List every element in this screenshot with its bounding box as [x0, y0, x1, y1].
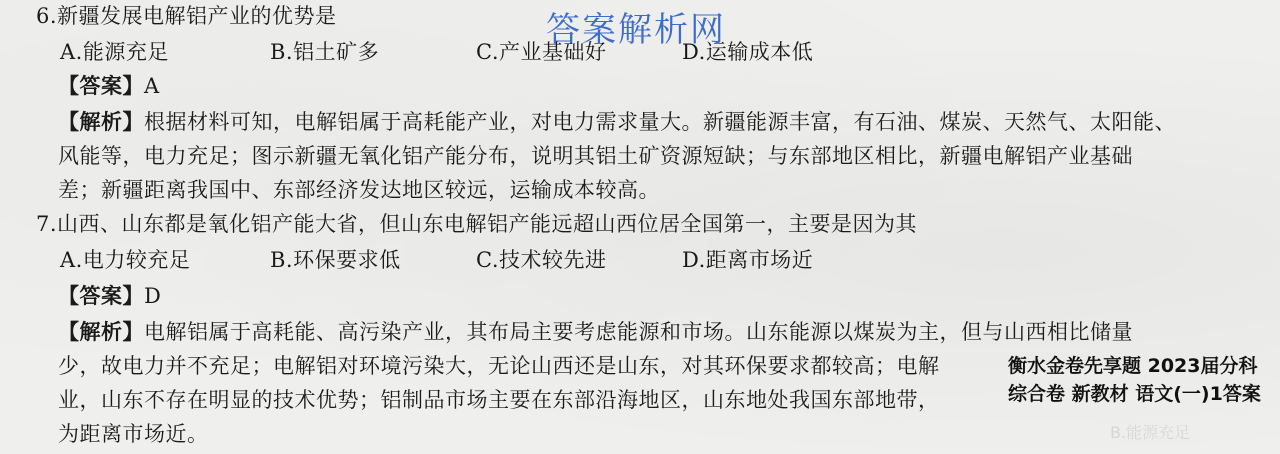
- q7-stem: 7.山西、山东都是氧化铝产能大省，但山东电解铝产能远超山西位居全国第一，主要是因为其: [36, 212, 918, 236]
- overlay-caption: 衡水金卷先享题 2023届分科综合卷 新教材 语文(一)1答案: [1008, 355, 1261, 405]
- analysis-text: 根据材料可知，电解铝属于高耗能产业，对电力需求量大。新疆能源丰富，有石油、煤炭、天然气、太阳能、: [144, 110, 1176, 134]
- q7-analysis-line-3: 业，山东不存在明显的技术优势；铝制品市场主要在东部沿海地区，山东地处我国东部地带，: [58, 388, 940, 412]
- q7-option-c: C.技术较先进: [476, 248, 607, 272]
- answer-value: D: [144, 284, 162, 308]
- analysis-text: 电解铝属于高耗能、高污染产业，其布局主要考虑能源和市场。山东能源以煤炭为主，但与山西相比储量: [144, 320, 1133, 344]
- background-fragment: B.能源充足: [1110, 423, 1191, 442]
- q7-option-d: D.距离市场近: [682, 248, 814, 272]
- analysis-tag: 【解析】: [58, 320, 144, 344]
- answer-tag: 【答案】: [58, 284, 144, 308]
- q6-option-b: B.铝土矿多: [270, 40, 380, 64]
- q6-option-a: A.能源充足: [60, 40, 169, 64]
- q7-option-b: B.环保要求低: [270, 248, 401, 272]
- q6-option-d: D.运输成本低: [682, 40, 814, 64]
- q7-analysis-line-2: 少，故电力并不充足；电解铝对环境污染大，无论山西还是山东，对其环保要求都较高；电解: [58, 354, 940, 378]
- q7-analysis-line-1: [58, 318, 1133, 346]
- answer-value: A: [144, 74, 160, 98]
- answer-tag: 【答案】: [58, 74, 144, 98]
- q6-answer: [58, 72, 160, 100]
- q6-stem: 6.新疆发展电解铝产业的优势是: [36, 4, 337, 28]
- q7-answer: [58, 282, 161, 310]
- q7-analysis-line-4: 为距离市场近。: [58, 422, 209, 446]
- site-watermark: 答案解析网: [546, 10, 726, 50]
- q6-analysis-line-3: 差；新疆距离我国中、东部经济发达地区较远，运输成本较高。: [58, 178, 660, 202]
- q6-analysis-line-2: 风能等，电力充足；图示新疆无氧化铝产能分布，说明其铝土矿资源短缺；与东部地区相比，新疆电解铝产业基础: [58, 144, 1133, 168]
- q6-analysis-line-1: [58, 108, 1176, 136]
- analysis-tag: 【解析】: [58, 110, 144, 134]
- q7-option-a: A.电力较充足: [60, 248, 191, 272]
- q6-option-c: C.产业基础好: [476, 40, 607, 64]
